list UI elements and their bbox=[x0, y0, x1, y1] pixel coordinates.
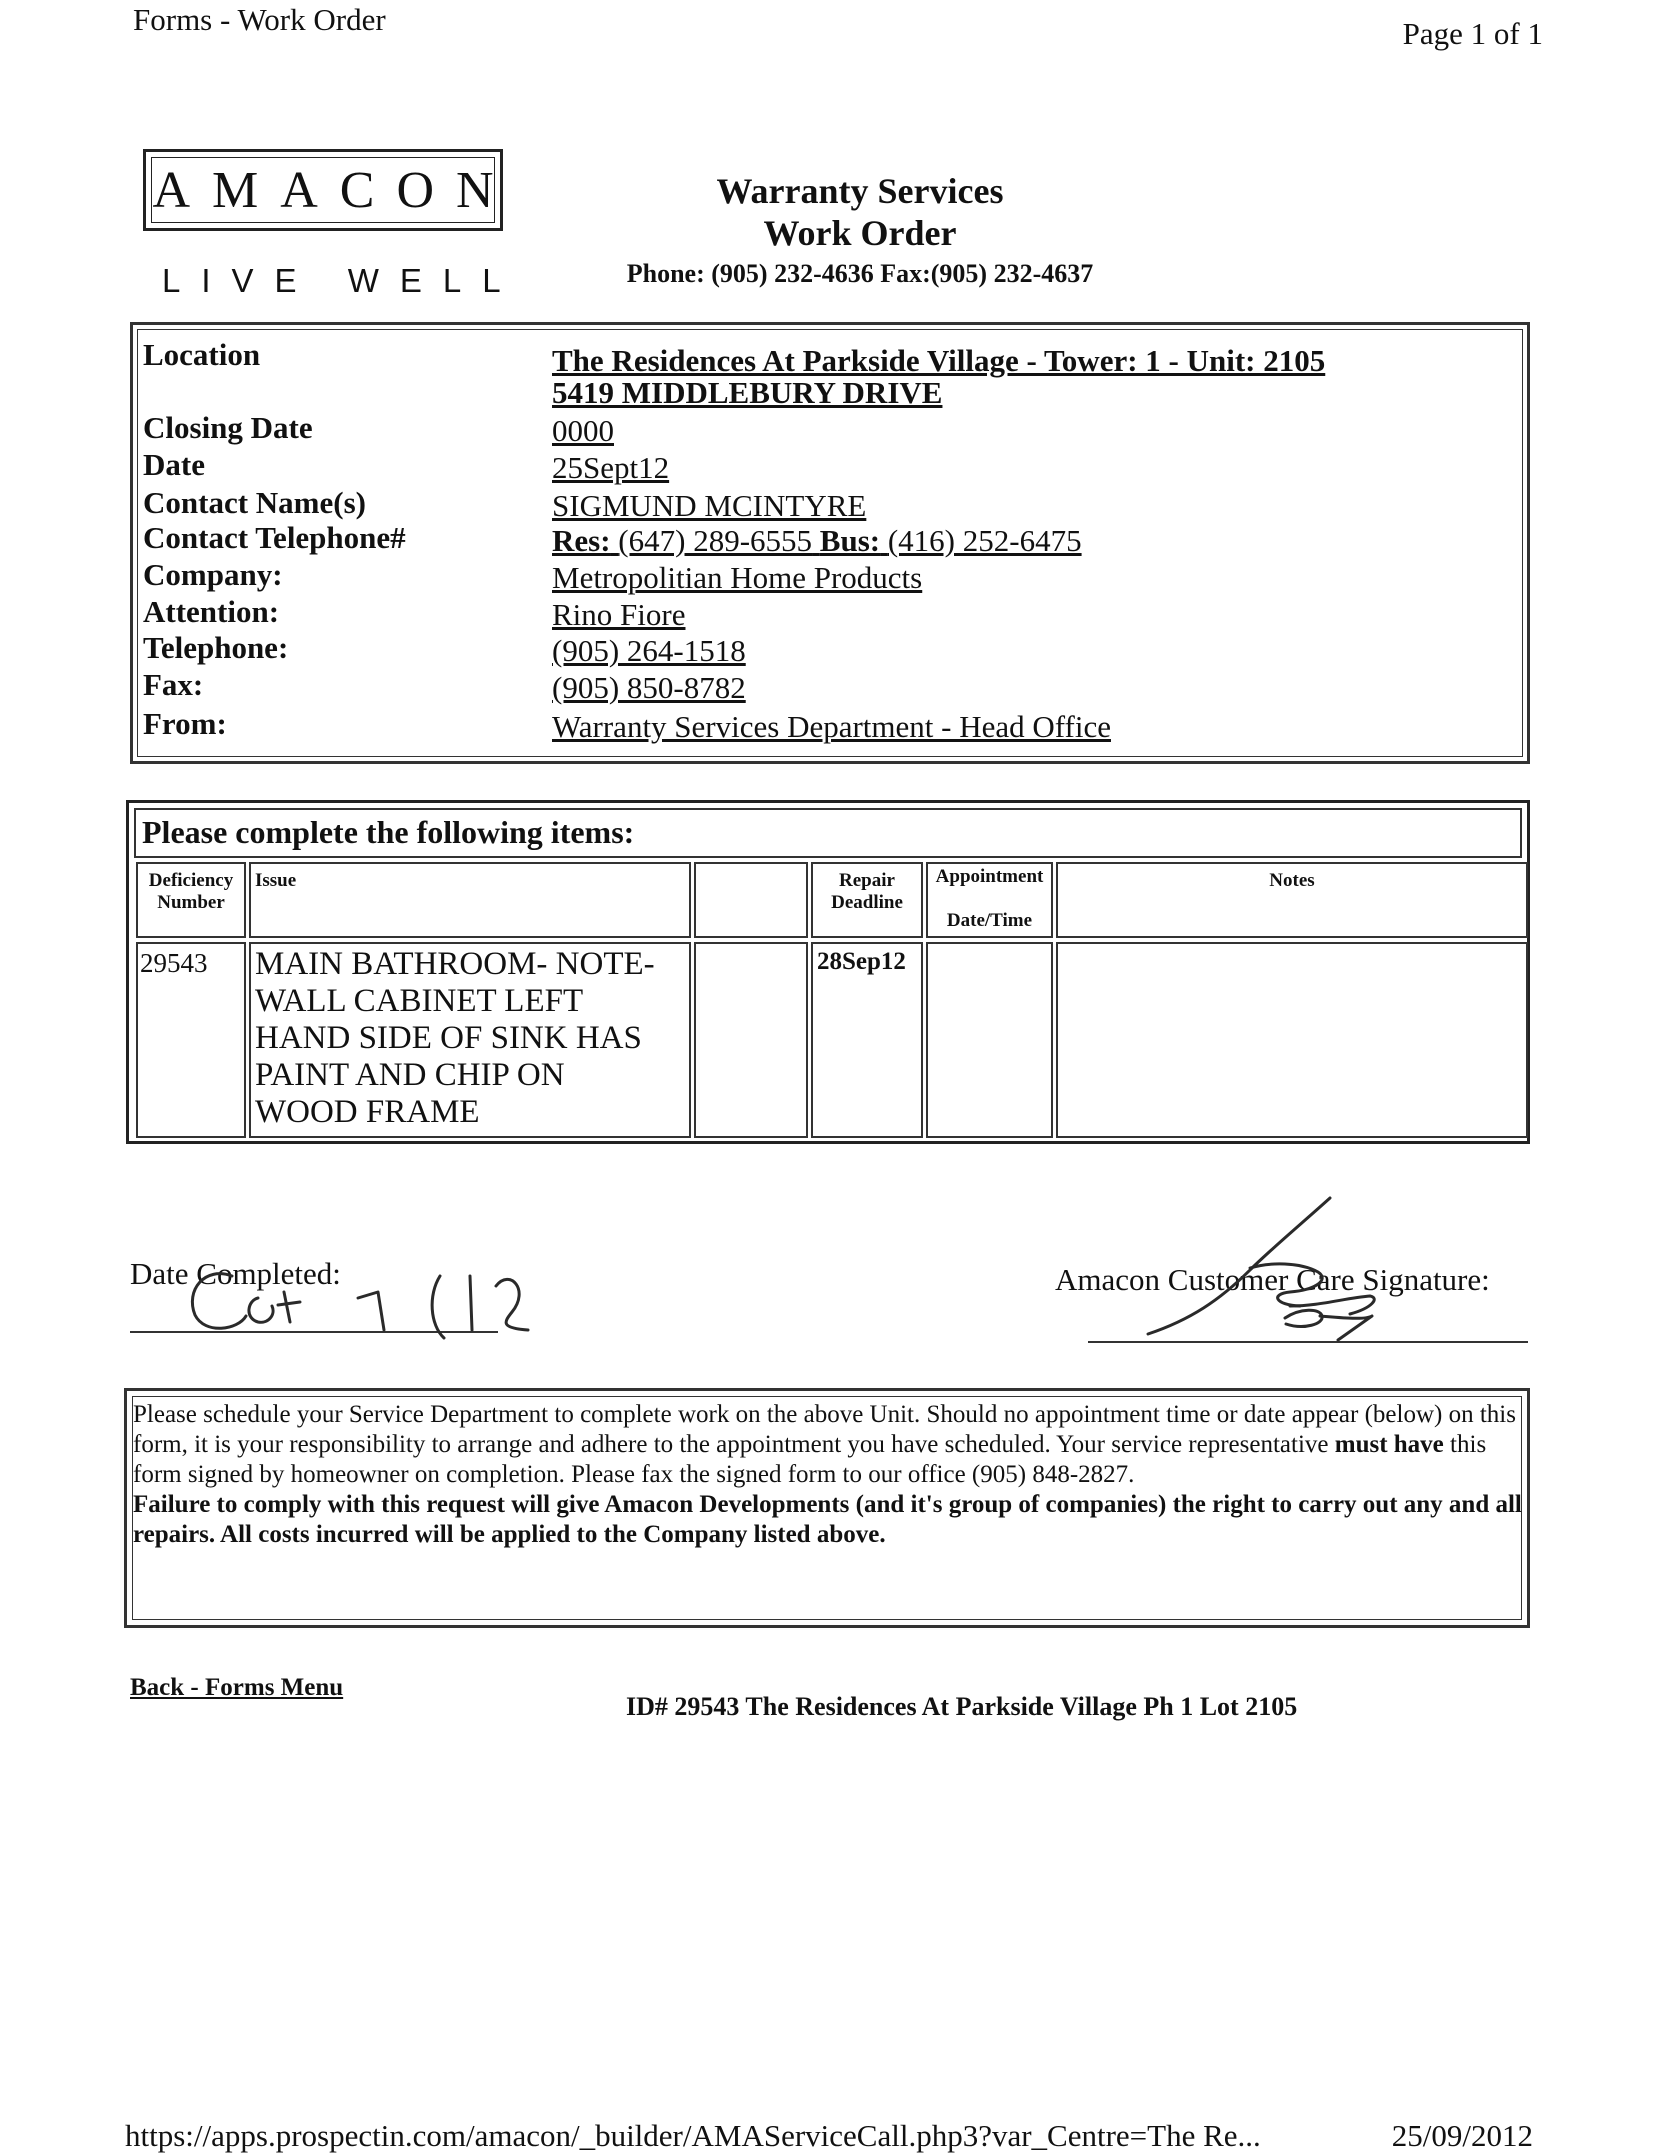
appointment-header-label: Appointment bbox=[935, 866, 1044, 887]
record-id-line: ID# 29543 The Residences At Parkside Village Ph 1 Lot 2105 bbox=[626, 1692, 1298, 1721]
appointment-cell bbox=[926, 942, 1053, 1138]
fax-label: Fax: bbox=[143, 667, 204, 702]
column-header-repair-deadline: Repair Deadline bbox=[811, 862, 923, 938]
handwritten-date-stroke bbox=[358, 1292, 384, 1330]
issue-line: MAIN BATHROOM- NOTE- bbox=[255, 946, 655, 982]
issue-line: WALL CABINET LEFT bbox=[255, 983, 584, 1019]
contact-name-label: Contact Name(s) bbox=[143, 485, 366, 520]
appointment-header-sublabel: Date/Time bbox=[946, 910, 1033, 931]
page-indicator: Page 1 of 1 bbox=[1402, 16, 1543, 51]
contact-telephone-value bbox=[552, 523, 1082, 559]
column-header-deficiency: Deficiency Number bbox=[136, 862, 246, 938]
location-label: Location bbox=[143, 337, 261, 372]
fax-value: (905) 850-8782 bbox=[552, 670, 746, 705]
address-value: 5419 MIDDLEBURY DRIVE bbox=[552, 375, 943, 410]
column-header-appointment bbox=[926, 862, 1053, 938]
telephone-value: (905) 264-1518 bbox=[552, 633, 746, 668]
signature-stroke bbox=[1290, 1296, 1374, 1314]
notice-part-1: Please schedule your Service Department to complete work on the above Unit. Should no appointment time or date appear (below) on this form, it is your responsibility to arrange and adhere to the appointment you have scheduled. Your service representative bbox=[133, 1401, 1516, 1458]
handwritten-date-stroke bbox=[249, 1298, 273, 1322]
date-label: Date bbox=[143, 447, 205, 482]
company-label: Company: bbox=[143, 557, 283, 592]
blank-cell bbox=[694, 942, 808, 1138]
logo-tagline: LIVE WELL bbox=[162, 262, 522, 299]
attention-value: Rino Fiore bbox=[552, 597, 686, 632]
bus-label: Bus: bbox=[819, 523, 881, 558]
issue-cell bbox=[249, 942, 691, 1138]
notice-part-2: this form signed by homeowner on completion. Please fax the signed form to our office (905) 848-2827. bbox=[133, 1431, 1487, 1488]
logo-wordmark: AMACON bbox=[152, 161, 516, 219]
bus-phone: (416) 252-6475 bbox=[887, 523, 1082, 558]
items-table-title: Please complete the following items: bbox=[134, 808, 1522, 858]
handwritten-date-stroke bbox=[432, 1276, 444, 1338]
signature-stroke bbox=[1285, 1310, 1322, 1326]
date-completed-label: Date Completed: bbox=[130, 1256, 341, 1291]
location-value: The Residences At Parkside Village - Tower: 1 - Unit: 2105 bbox=[552, 343, 1326, 378]
title-contact: Phone: (905) 232-4636 Fax:(905) 232-4637 bbox=[626, 259, 1094, 288]
signature-line bbox=[1088, 1341, 1528, 1343]
notes-cell bbox=[1056, 942, 1528, 1138]
document-title bbox=[560, 170, 1160, 292]
print-footer-date: 25/09/2012 bbox=[1391, 2118, 1533, 2153]
notice-paragraph bbox=[133, 1400, 1523, 1490]
issue-line: HAND SIDE OF SINK HAS bbox=[255, 1020, 642, 1056]
print-header-title: Forms - Work Order bbox=[133, 2, 386, 37]
handwritten-date-stroke bbox=[278, 1292, 300, 1322]
company-logo bbox=[143, 149, 516, 231]
contact-name-value: SIGMUND MCINTYRE bbox=[552, 488, 867, 523]
handwritten-date-stroke bbox=[496, 1279, 528, 1330]
company-value: Metropolitian Home Products bbox=[552, 560, 923, 595]
deficiency-number-cell: 29543 bbox=[136, 942, 246, 1138]
print-footer-url: https://apps.prospectin.com/amacon/_builder/AMAServiceCall.php3?var_Centre=The Re... bbox=[125, 2118, 1261, 2153]
issue-line: WOOD FRAME bbox=[255, 1094, 480, 1130]
closing-date-value: 0000 bbox=[552, 413, 614, 448]
column-header-blank bbox=[694, 862, 808, 938]
column-header-issue: Issue bbox=[249, 862, 691, 938]
title-line-2: Work Order bbox=[763, 213, 957, 253]
res-label: Res: bbox=[552, 523, 611, 558]
date-completed-line bbox=[130, 1331, 498, 1333]
back-forms-menu-link[interactable]: Back - Forms Menu bbox=[130, 1674, 344, 1701]
notice-emphasis: must have bbox=[1334, 1431, 1444, 1458]
notice-warning: Failure to comply with this request will give Amacon Developments (and it's group of companies) the right to carry out any and all repairs. All costs incurred will be applied to the Company listed above. bbox=[133, 1491, 1522, 1548]
signature-label: Amacon Customer Care Signature: bbox=[1055, 1262, 1490, 1297]
location-details-box bbox=[130, 322, 1530, 764]
from-value: Warranty Services Department - Head Office bbox=[552, 709, 1111, 744]
repair-deadline-cell: 28Sep12 bbox=[811, 942, 923, 1138]
column-header-notes: Notes bbox=[1056, 862, 1528, 938]
notice-text bbox=[133, 1400, 1523, 1550]
contact-telephone-label: Contact Telephone# bbox=[143, 520, 406, 555]
telephone-label: Telephone: bbox=[143, 630, 289, 665]
from-label: From: bbox=[143, 706, 227, 741]
title-line-1: Warranty Services bbox=[716, 171, 1004, 211]
signature-stroke bbox=[1320, 1316, 1372, 1340]
issue-line: PAINT AND CHIP ON bbox=[255, 1057, 565, 1093]
date-value: 25Sept12 bbox=[552, 450, 670, 485]
res-phone: (647) 289-6555 bbox=[618, 523, 813, 558]
closing-date-label: Closing Date bbox=[143, 410, 313, 445]
attention-label: Attention: bbox=[143, 594, 280, 629]
handwritten-date-stroke bbox=[470, 1276, 472, 1330]
